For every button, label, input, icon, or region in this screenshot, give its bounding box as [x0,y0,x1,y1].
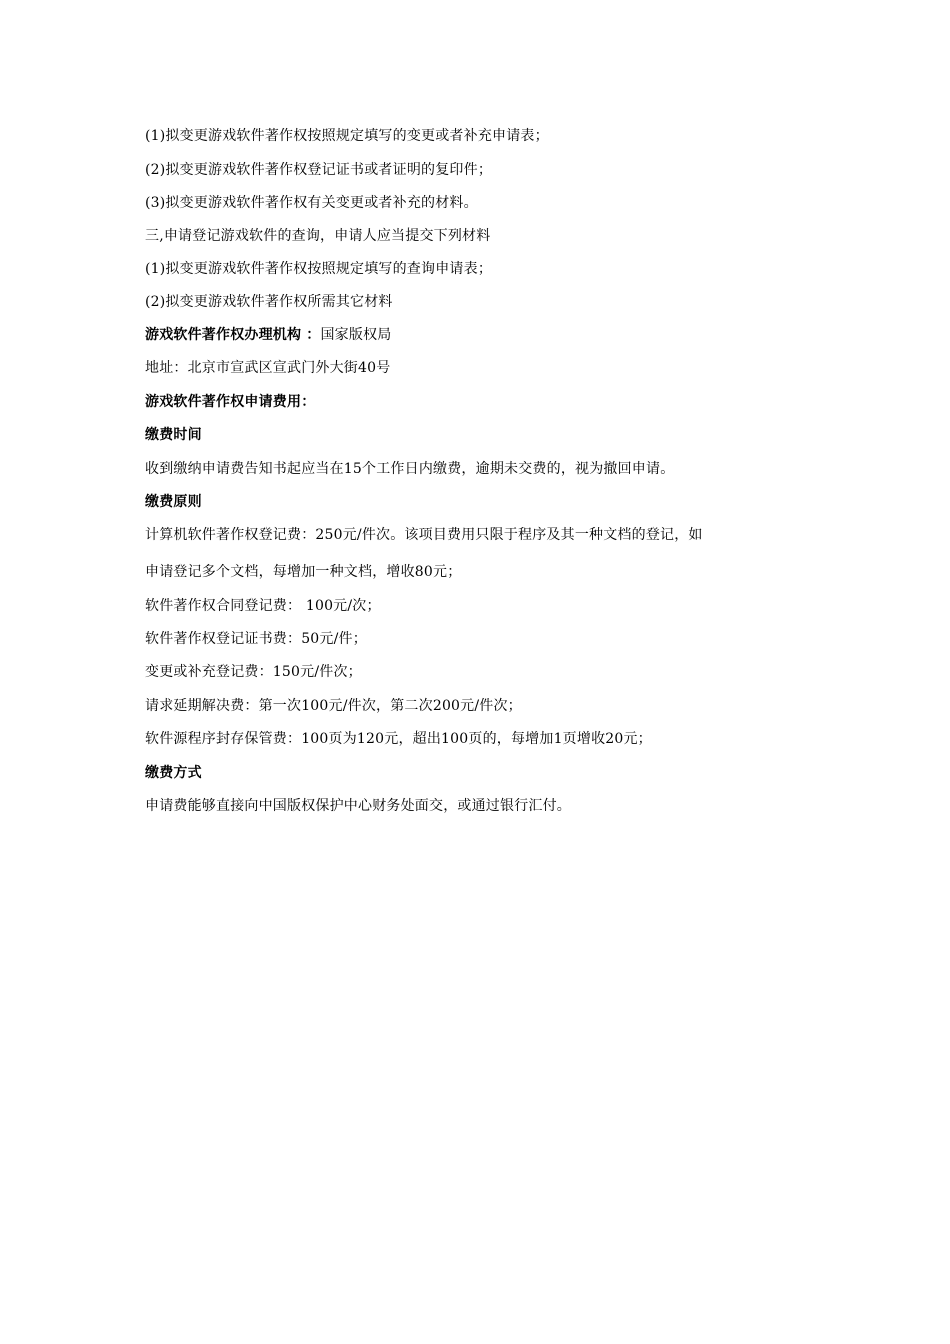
fee-item: 申请登记多个文档，每增加一种文档，增收80元； [145,564,462,580]
agency-line [145,325,391,345]
fee-item: 软件著作权合同登记费： 100元/次； [145,598,381,614]
list-item: (1)拟变更游戏软件著作权按照规定填写的变更或者补充申请表； [145,128,549,144]
fee-item: 请求延期解决费：第一次100元/件次，第二次200元/件次； [145,698,522,714]
list-item: (1)拟变更游戏软件著作权按照规定填写的查询申请表； [145,261,493,277]
section-heading: 三,申请登记游戏软件的查询，申请人应当提交下列材料 [145,228,491,244]
agency-label: 游戏软件著作权办理机构 ： [145,327,321,343]
payment-time-heading: 缴费时间 [145,427,202,443]
fee-item: 软件著作权登记证书费：50元/件； [145,631,367,647]
fee-item: 计算机软件著作权登记费：250元/件次。该项目费用只限于程序及其一种文档的登记，如 [145,527,703,543]
address-line: 地址：北京市宣武区宣武门外大街40号 [145,360,391,376]
payment-method-text: 申请费能够直接向中国版权保护中心财务处面交，或通过银行汇付。 [145,798,571,814]
list-item: (2)拟变更游戏软件著作权所需其它材料 [145,294,393,310]
fee-item: 软件源程序封存保管费：100页为120元，超出100页的，每增加1页增收20元； [145,731,652,747]
list-item: (2)拟变更游戏软件著作权登记证书或者证明的复印件； [145,162,493,178]
fees-heading: 游戏软件著作权申请费用： [145,394,316,410]
payment-method-heading: 缴费方式 [145,765,202,781]
payment-time-text: 收到缴纳申请费告知书起应当在15个工作日内缴费，逾期未交费的，视为撤回申请。 [145,461,675,477]
agency-value: 国家版权局 [320,327,392,343]
payment-principles-heading: 缴费原则 [145,494,202,510]
list-item: (3)拟变更游戏软件著作权有关变更或者补充的材料。 [145,195,478,211]
fee-item: 变更或补充登记费：150元/件次； [145,664,362,680]
